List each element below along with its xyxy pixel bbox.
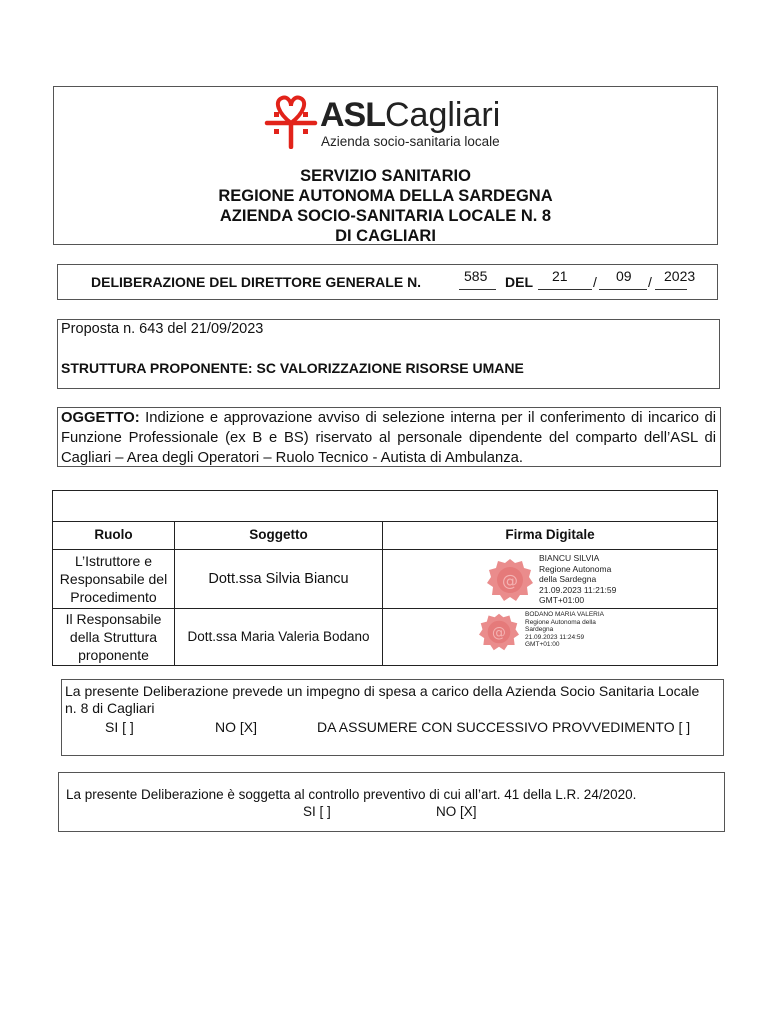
deliberazione-label: DELIBERAZIONE DEL DIRETTORE GENERALE N. (91, 274, 422, 290)
deliberazione-year: 2023 (664, 268, 696, 284)
deliberazione-month: 09 (616, 268, 632, 284)
signature-line: 21.09.2023 11:21:59 (539, 584, 617, 595)
deliberazione-box (57, 264, 718, 300)
logo-subtitle: Azienda socio-sanitaria locale (321, 134, 500, 149)
logo-brand: ASLCagliari (320, 96, 501, 134)
svg-text:@: @ (502, 571, 518, 590)
ruolo-line: della Struttura (69, 629, 158, 645)
header-line-1: SERVIZIO SANITARIO (300, 167, 471, 185)
signature-line: 21.09.2023 11:24:59 (525, 633, 585, 641)
oggetto-box (57, 407, 721, 467)
signature-seal-icon (477, 612, 521, 652)
controllo-box (58, 772, 725, 832)
proposta-box (57, 319, 720, 389)
table-row-2-ruolo (53, 610, 174, 664)
header-line-2: REGIONE AUTONOMA DELLA SARDEGNA (218, 187, 553, 205)
signature-line: BIANCU SILVIA (539, 553, 600, 563)
year-underline (655, 289, 687, 290)
header-box (53, 86, 718, 245)
ruolo-line: Il Responsabile (65, 611, 162, 627)
date-separator-2: / (648, 274, 652, 290)
asl-cross-icon (264, 93, 318, 149)
spesa-si-option: SI [ ] (105, 719, 134, 735)
day-underline (538, 289, 592, 290)
ruolo-line: proponente (78, 647, 149, 663)
ruolo-line: L’Istruttore e (74, 553, 153, 569)
table-divider (53, 549, 717, 550)
signature-details (539, 553, 616, 606)
oggetto-label: OGGETTO: (61, 410, 140, 426)
signature-line: della Sardegna (539, 574, 597, 584)
table-divider (53, 521, 717, 522)
signature-line: GMT+01:00 (525, 641, 560, 648)
ruolo-line: Responsabile del (59, 571, 168, 587)
asl-cagliari-logo (264, 93, 524, 153)
month-underline (599, 289, 647, 290)
oggetto-text: Indizione e approvazione avviso di selezione interna per il conferimento di incarico di Funzione Professionale (ex B e BS) riservato al personale dipendente del comparto dell’ASL di Cagliari – Area degli Operatori – Ruolo Tecnico - Autista di Ambulanza. (61, 410, 716, 466)
firme-table (52, 490, 718, 666)
struttura-proponente: STRUTTURA PROPONENTE: SC VALORIZZAZIONE RISORSE UMANE (61, 360, 524, 376)
spesa-no-option: NO [X] (215, 719, 258, 735)
table-row-1-ruolo (53, 552, 174, 606)
table-row-1-soggetto: Dott.ssa Silvia Biancu (208, 571, 349, 587)
header-firma-digitale: Firma Digitale (505, 527, 595, 542)
ruolo-line: Procedimento (70, 589, 157, 605)
header-ruolo: Ruolo (94, 527, 133, 542)
spesa-da-assumere-option: DA ASSUMERE CON SUCCESSIVO PROVVEDIMENTO [ ] (317, 719, 691, 735)
signature-line: BODANO MARIA VALERIA (525, 611, 604, 618)
controllo-si-option: SI [ ] (303, 804, 331, 819)
spesa-line-1: La presente Deliberazione prevede un impegno di spesa a carico della Azienda Socio Sanitaria Locale (65, 683, 700, 699)
deliberazione-day: 21 (552, 268, 568, 284)
table-divider (53, 608, 717, 609)
header-line-3: AZIENDA SOCIO-SANITARIA LOCALE N. 8 (219, 207, 552, 225)
number-underline (459, 289, 496, 290)
signature-line: Regione Autonoma della (525, 618, 596, 626)
proposta-text: Proposta n. 643 del 21/09/2023 (61, 321, 264, 337)
deliberazione-number: 585 (464, 268, 488, 284)
svg-text:@: @ (492, 625, 506, 642)
controllo-description: La presente Deliberazione è soggetta al controllo preventivo di cui all’art. 41 della L.R. 24/2020. (66, 787, 637, 802)
signature-line: GMT+01:00 (539, 595, 585, 605)
table-row-2-soggetto: Dott.ssa Maria Valeria Bodano (187, 629, 370, 644)
spesa-description (65, 683, 699, 717)
signature-line: Regione Autonoma (539, 563, 612, 574)
header-soggetto: Soggetto (249, 527, 308, 542)
controllo-no-option: NO [X] (436, 804, 477, 819)
signature-details (525, 611, 604, 649)
spesa-box (61, 679, 724, 756)
signature-seal-icon (485, 557, 535, 603)
oggetto-paragraph (61, 408, 716, 468)
signature-line: Sardegna (525, 626, 554, 633)
del-label: DEL (505, 274, 533, 290)
date-separator-1: / (593, 274, 597, 290)
spesa-line-2: n. 8 di Cagliari (65, 700, 155, 716)
header-line-4: DI CAGLIARI (335, 227, 436, 245)
